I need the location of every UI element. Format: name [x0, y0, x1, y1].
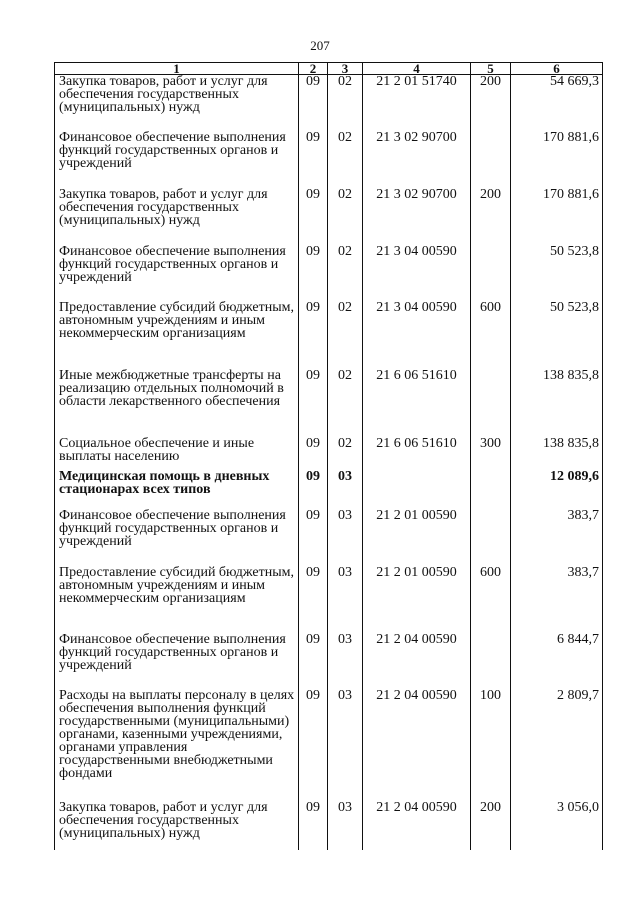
header-row	[55, 63, 603, 75]
column-header: 6	[511, 63, 603, 75]
row-subsection-cell: 03	[328, 689, 363, 801]
table-row	[55, 509, 603, 566]
row-name-cell: Финансовое обеспечение выполнения функций государственных органов и учреждений	[55, 509, 299, 566]
row-name-cell: Социальное обеспечение и иные выплаты населению	[55, 437, 299, 470]
table-row	[55, 301, 603, 369]
row-expense-type-cell: 200	[471, 75, 511, 131]
row-amount-cell: 6 844,7	[511, 633, 603, 689]
table-row	[55, 437, 603, 470]
row-amount-cell: 170 881,6	[511, 188, 603, 245]
table-row	[55, 470, 603, 509]
row-target-article-cell	[363, 470, 471, 509]
row-amount-cell: 50 523,8	[511, 245, 603, 301]
row-section-cell: 09	[299, 75, 328, 131]
row-name-cell: Закупка товаров, работ и услуг для обеспечения государственных (муниципальных) нужд	[55, 801, 299, 850]
table-row	[55, 369, 603, 437]
row-amount-cell: 170 881,6	[511, 131, 603, 188]
row-target-article-cell: 21 3 02 90700	[363, 131, 471, 188]
row-name-cell: Предоставление субсидий бюджетным, автономным учреждениям и иным некоммерческим организациям	[55, 566, 299, 633]
row-section-cell: 09	[299, 188, 328, 245]
row-subsection-cell: 03	[328, 801, 363, 850]
row-amount-cell: 2 809,7	[511, 689, 603, 801]
row-subsection-cell: 02	[328, 245, 363, 301]
row-expense-type-cell: 100	[471, 689, 511, 801]
row-target-article-cell: 21 6 06 51610	[363, 369, 471, 437]
row-amount-cell: 54 669,3	[511, 75, 603, 131]
table-row	[55, 633, 603, 689]
row-section-cell: 09	[299, 131, 328, 188]
row-name-cell: Закупка товаров, работ и услуг для обеспечения государственных (муниципальных) нужд	[55, 188, 299, 245]
row-target-article-cell: 21 2 01 00590	[363, 509, 471, 566]
row-subsection-cell: 02	[328, 75, 363, 131]
row-subsection-cell: 02	[328, 131, 363, 188]
column-header: 2	[299, 63, 328, 75]
row-section-cell: 09	[299, 566, 328, 633]
row-section-cell: 09	[299, 509, 328, 566]
row-name-cell: Закупка товаров, работ и услуг для обеспечения государственных (муниципальных) нужд	[55, 75, 299, 131]
row-section-cell: 09	[299, 689, 328, 801]
table-row	[55, 131, 603, 188]
row-subsection-cell: 02	[328, 188, 363, 245]
row-amount-cell: 12 089,6	[511, 470, 603, 509]
row-expense-type-cell: 600	[471, 566, 511, 633]
row-expense-type-cell: 600	[471, 301, 511, 369]
row-expense-type-cell	[471, 369, 511, 437]
table-row	[55, 801, 603, 850]
row-target-article-cell: 21 2 04 00590	[363, 689, 471, 801]
row-target-article-cell: 21 2 04 00590	[363, 633, 471, 689]
column-header: 1	[55, 63, 299, 75]
row-subsection-cell: 02	[328, 437, 363, 470]
row-name-cell: Финансовое обеспечение выполнения функций государственных органов и учреждений	[55, 245, 299, 301]
row-expense-type-cell	[471, 131, 511, 188]
table-row	[55, 245, 603, 301]
row-subsection-cell: 03	[328, 470, 363, 509]
row-expense-type-cell: 300	[471, 437, 511, 470]
row-name-cell: Финансовое обеспечение выполнения функций государственных органов и учреждений	[55, 633, 299, 689]
row-name-cell: Предоставление субсидий бюджетным, автономным учреждениям и иным некоммерческим организациям	[55, 301, 299, 369]
row-target-article-cell: 21 6 06 51610	[363, 437, 471, 470]
row-subsection-cell: 03	[328, 633, 363, 689]
row-target-article-cell: 21 3 04 00590	[363, 245, 471, 301]
row-section-cell: 09	[299, 470, 328, 509]
table-row	[55, 75, 603, 131]
table-body	[55, 75, 603, 850]
page-number: 207	[310, 38, 330, 53]
column-header: 4	[363, 63, 471, 75]
budget-table	[54, 62, 603, 850]
table-row	[55, 566, 603, 633]
row-target-article-cell: 21 3 02 90700	[363, 188, 471, 245]
row-amount-cell: 383,7	[511, 566, 603, 633]
row-amount-cell: 3 056,0	[511, 801, 603, 850]
row-section-cell: 09	[299, 633, 328, 689]
table-row	[55, 188, 603, 245]
table-row	[55, 689, 603, 801]
row-expense-type-cell	[471, 245, 511, 301]
row-section-cell: 09	[299, 437, 328, 470]
row-target-article-cell: 21 3 04 00590	[363, 301, 471, 369]
row-target-article-cell: 21 2 01 00590	[363, 566, 471, 633]
row-expense-type-cell	[471, 509, 511, 566]
row-expense-type-cell	[471, 470, 511, 509]
row-target-article-cell: 21 2 04 00590	[363, 801, 471, 850]
column-header: 5	[471, 63, 511, 75]
row-expense-type-cell: 200	[471, 188, 511, 245]
row-amount-cell: 50 523,8	[511, 301, 603, 369]
row-name-cell: Расходы на выплаты персоналу в целях обеспечения выполнения функций государственными (муниципальными) органами, казенными учреждениями, органами управления государственными внебюджетными фондами	[55, 689, 299, 801]
row-amount-cell: 138 835,8	[511, 437, 603, 470]
row-name-cell: Медицинская помощь в дневных стационарах всех типов	[55, 470, 299, 509]
row-target-article-cell: 21 2 01 51740	[363, 75, 471, 131]
row-section-cell: 09	[299, 369, 328, 437]
row-section-cell: 09	[299, 301, 328, 369]
row-expense-type-cell: 200	[471, 801, 511, 850]
row-amount-cell: 138 835,8	[511, 369, 603, 437]
row-expense-type-cell	[471, 633, 511, 689]
row-section-cell: 09	[299, 245, 328, 301]
row-subsection-cell: 03	[328, 566, 363, 633]
row-section-cell: 09	[299, 801, 328, 850]
row-name-cell: Финансовое обеспечение выполнения функций государственных органов и учреждений	[55, 131, 299, 188]
row-subsection-cell: 03	[328, 509, 363, 566]
row-amount-cell: 383,7	[511, 509, 603, 566]
row-subsection-cell: 02	[328, 301, 363, 369]
column-header: 3	[328, 63, 363, 75]
row-name-cell: Иные межбюджетные трансферты на реализацию отдельных полномочий в области лекарственного обеспечения	[55, 369, 299, 437]
row-subsection-cell: 02	[328, 369, 363, 437]
